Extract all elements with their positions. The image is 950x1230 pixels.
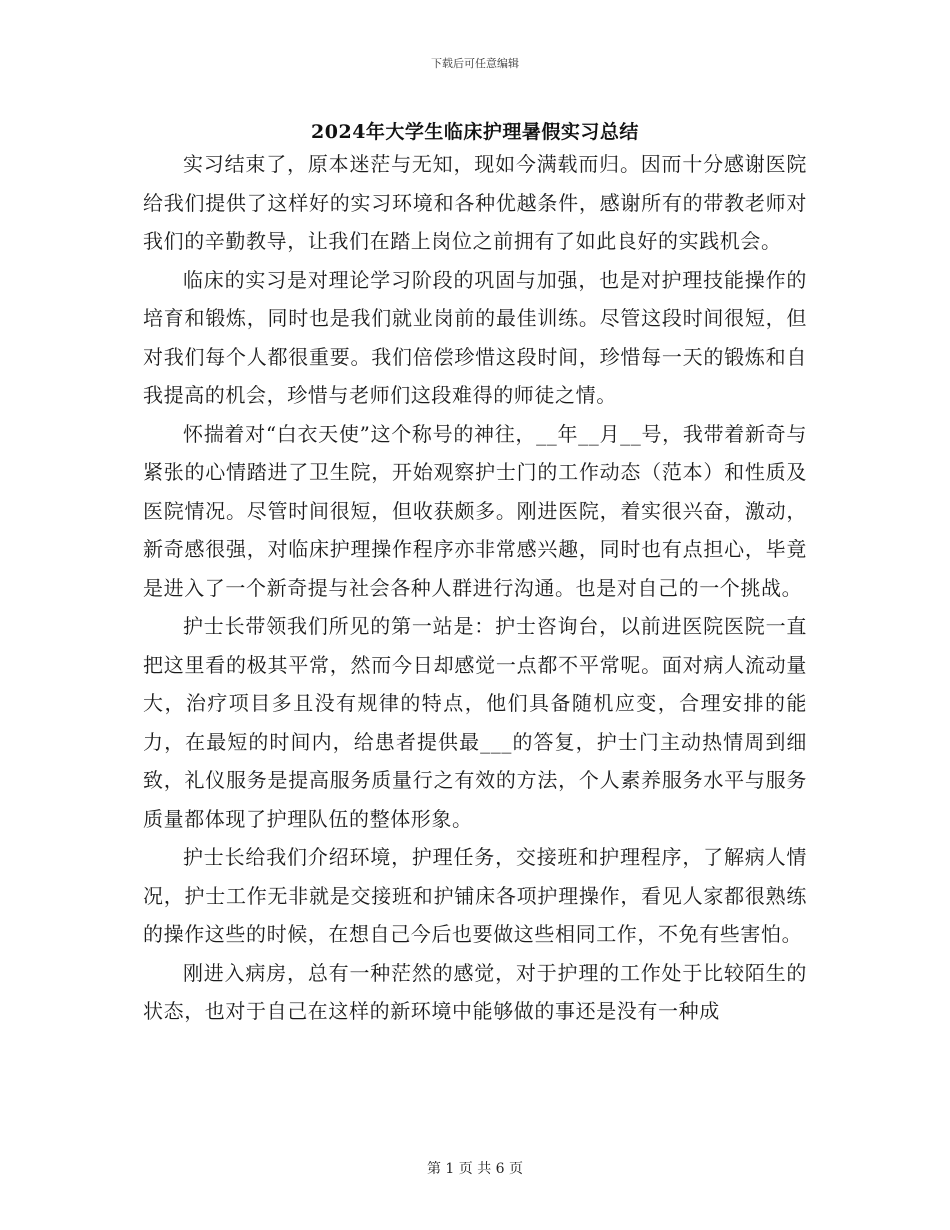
header-note: 下载后可任意编辑 — [431, 57, 519, 70]
paragraph-5: 护士长给我们介绍环境，护理任务，交接班和护理程序，了解病人情况，护士工作无非就是交接班和护铺床各项护理操作，看见人家都很熟练的操作这些的时候，在想自己今后也要做这些相同工作，不免有些害怕。 — [143, 845, 807, 946]
document-body — [143, 145, 807, 1031]
paragraph-2: 临床的实习是对理论学习阶段的巩固与加强，也是对护理技能操作的培育和锻炼，同时也是我们就业岗前的最佳训练。尽管这段时间很短，但对我们每个人都很重要。我们倍偿珍惜这段时间，珍惜每一天的锻炼和自我提高的机会，珍惜与老师们这段难得的师徒之情。 — [143, 267, 807, 407]
paragraph-4: 护士长带领我们所见的第一站是：护士咨询台，以前进医院医院一直把这里看的极其平常，然而今日却感觉一点都不平常呢。面对病人流动量大，治疗项目多且没有规律的特点，他们具备随机应变，合理安排的能力，在最短的时间内，给患者提供最___的答复，护士门主动热情周到细致，礼仪服务是提高服务质量行之有效的方法，个人素养服务水平与服务质量都体现了护理队伍的整体形象。 — [143, 614, 807, 831]
paragraph-6: 刚进入病房，总有一种茫然的感觉，对于护理的工作处于比较陌生的状态，也对于自己在这样的新环境中能够做的事还是没有一种成 — [143, 960, 807, 1023]
paragraph-1: 实习结束了，原本迷茫与无知，现如今满载而归。因而十分感谢医院给我们提供了这样好的实习环境和各种优越条件，感谢所有的带教老师对我们的辛勤教导，让我们在踏上岗位之前拥有了如此良好的实践机会。 — [143, 152, 807, 253]
page-footer: 第 1 页 共 6 页 — [426, 1161, 524, 1177]
paragraph-3: 怀揣着对“白衣天使”这个称号的神往，__年__月__号，我带着新奇与紧张的心情踏进了卫生院，开始观察护士门的工作动态（范本）和性质及医院情况。尽管时间很短，但收获颇多。刚进医院，着实很兴奋，激动，新奇感很强，对临床护理操作程序亦非常感兴趣，同时也有点担心，毕竟是进入了一个新奇提与社会各种人群进行沟通。也是对自己的一个挑战。 — [143, 421, 807, 600]
document-title: 2024年大学生临床护理暑假实习总结 — [311, 121, 639, 143]
